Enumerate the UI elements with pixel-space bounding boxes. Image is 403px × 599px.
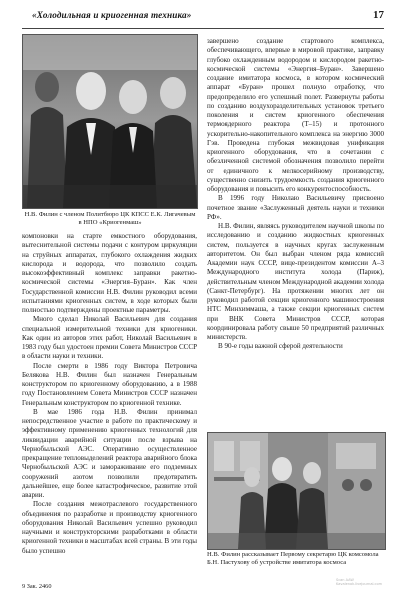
watermark-line: Scan AAW: [336, 578, 354, 582]
left-paragraph: компоновки на старте емкостного оборудования, вытеснительной системы подачи с контуром циркуляции на струйных аппаратах, глубокого охлаждения жидких кислорода и водорода, что позволило создать высокоэффективный комплекс заправки ракетно-космической системы «Энергия–Буран». Как член Государственной комиссии Н.В. Филин руководил всеми испытаниями криогенных систем, в ходе которых были полностью подтверждены проектные параметры.: [22, 232, 197, 314]
left-column-text: [22, 232, 197, 556]
right-paragraph: Н.В. Филин, являясь руководителем научной школы по исследованию и созданию жидкостных криогенных систем, пользуется в научных кругах заслуженным авторитетом. Он был выбран членом ряда комиссий Академии наук СССР, вице-президентом комиссии А–3 Международного института холода (Париж), действительным членом Международной академии холода (Санкт-Петербург). На протяжении многих лет он руководил работой секции криогенного машиностроения НТС Минхиммаша, а также секции криогенных систем при ВНК Совета Министров СССР, которая координировала работу свыше 50 предприятий различных министерств.: [207, 222, 384, 341]
running-header: [22, 9, 384, 25]
left-paragraph: В мае 1986 года Н.В. Филин принимал непосредственное участие в работе по практическому и эффективному применению криогенных технологий для ликвидации аварийной ситуации после взрыва на Чернобыльской АЭС. Оперативно осуществленное прекращение тепловыделений реактора аварийного блока Чернобыльской АЭС и замораживание его подземных сооружений азотом позволили предотвратить дальнейшее, еще более катастрофическое, развитие этой аварии.: [22, 407, 197, 499]
scan-watermark: [336, 578, 386, 592]
left-paragraph: Много сделал Николай Васильевич для создания специальной измерительной техники для криогеники. Как один из авторов этих работ, Николай Васильевич в 1983 году был удостоен премии Совета Министров СССР в области науки и техники.: [22, 315, 197, 361]
journal-title: «Холодильная и криогенная техника»: [32, 10, 192, 20]
photo-filin-ligachev-image: [23, 35, 197, 208]
photo-filin-pastukhov: [207, 432, 386, 550]
page-number: 17: [373, 9, 384, 21]
right-paragraph: В 1996 году Николаю Васильевичу присвоено почетное звание «Заслуженный деятель науки и техники РФ».: [207, 194, 384, 221]
print-order-mark: 9 Зак. 2460: [22, 583, 52, 590]
right-paragraph: В 90-е годы важной сферой деятельности: [218, 342, 343, 351]
right-paragraph: завершено создание стартового комплекса, обеспечивающего, впервые в мировой практике, заправку глубоко охлажденным водородом и кислородом ракетно-космической системы «Энергия–Буран». Завершено создание имитатора космоса, в котором космический аппарат «Буран» прошел полную отработку, что предопределило его успешный полет. Развернуты работы по созданию воздухоразделительных установок третьего поколения и систем криогенного обеспечения термоядерного реактора (Т–15) и протонного ускорительно-накопительного комплекса на энергию 3000 Гэв. Проведена глубокая межвидовая унификация криогенного оборудования, что в сочетании с обезличенной системой обозначения позволило перейти от единичного к мелкосерийному производству, существенно снизить трудоемкость создания криогенного оборудования и повысить его конкурентоспособность.: [207, 37, 384, 193]
photo-filin-ligachev: [22, 34, 198, 209]
photo-filin-pastukhov-caption: Н.В. Филин рассказывает Первому секретарю ЦК комсомола Б.Н. Пастухову об устройстве имитатора космоса: [207, 551, 379, 567]
left-paragraph: После создания межотраслевого государственного объединения по разработке и производству криогенного оборудования Николай Васильевич успешно руководил научными и конструкторскими разработками в области криогенной техники в масштабах всей страны. В эти годы было успешно: [22, 500, 197, 555]
photo-filin-ligachev-caption: Н.В. Филин с членом Политбюро ЦК КПСС Е.К. Лигачевым в НПО «Криогенмаш»: [24, 211, 196, 227]
left-paragraph: После смерти в 1986 году Виктора Петровича Белякова Н.В. Филин был назначен Генеральным конструктором по криогенному оборудованию, а в 1988 году Постановлением Совета Министров СССР назначен Генеральным конструктором по криогенной технике.: [22, 361, 197, 407]
header-rule: [22, 28, 384, 29]
photo-filin-pastukhov-image: [208, 433, 385, 549]
right-column-text: [207, 37, 384, 352]
watermark-line: Kavalenok.livejournal.com: [336, 582, 383, 587]
